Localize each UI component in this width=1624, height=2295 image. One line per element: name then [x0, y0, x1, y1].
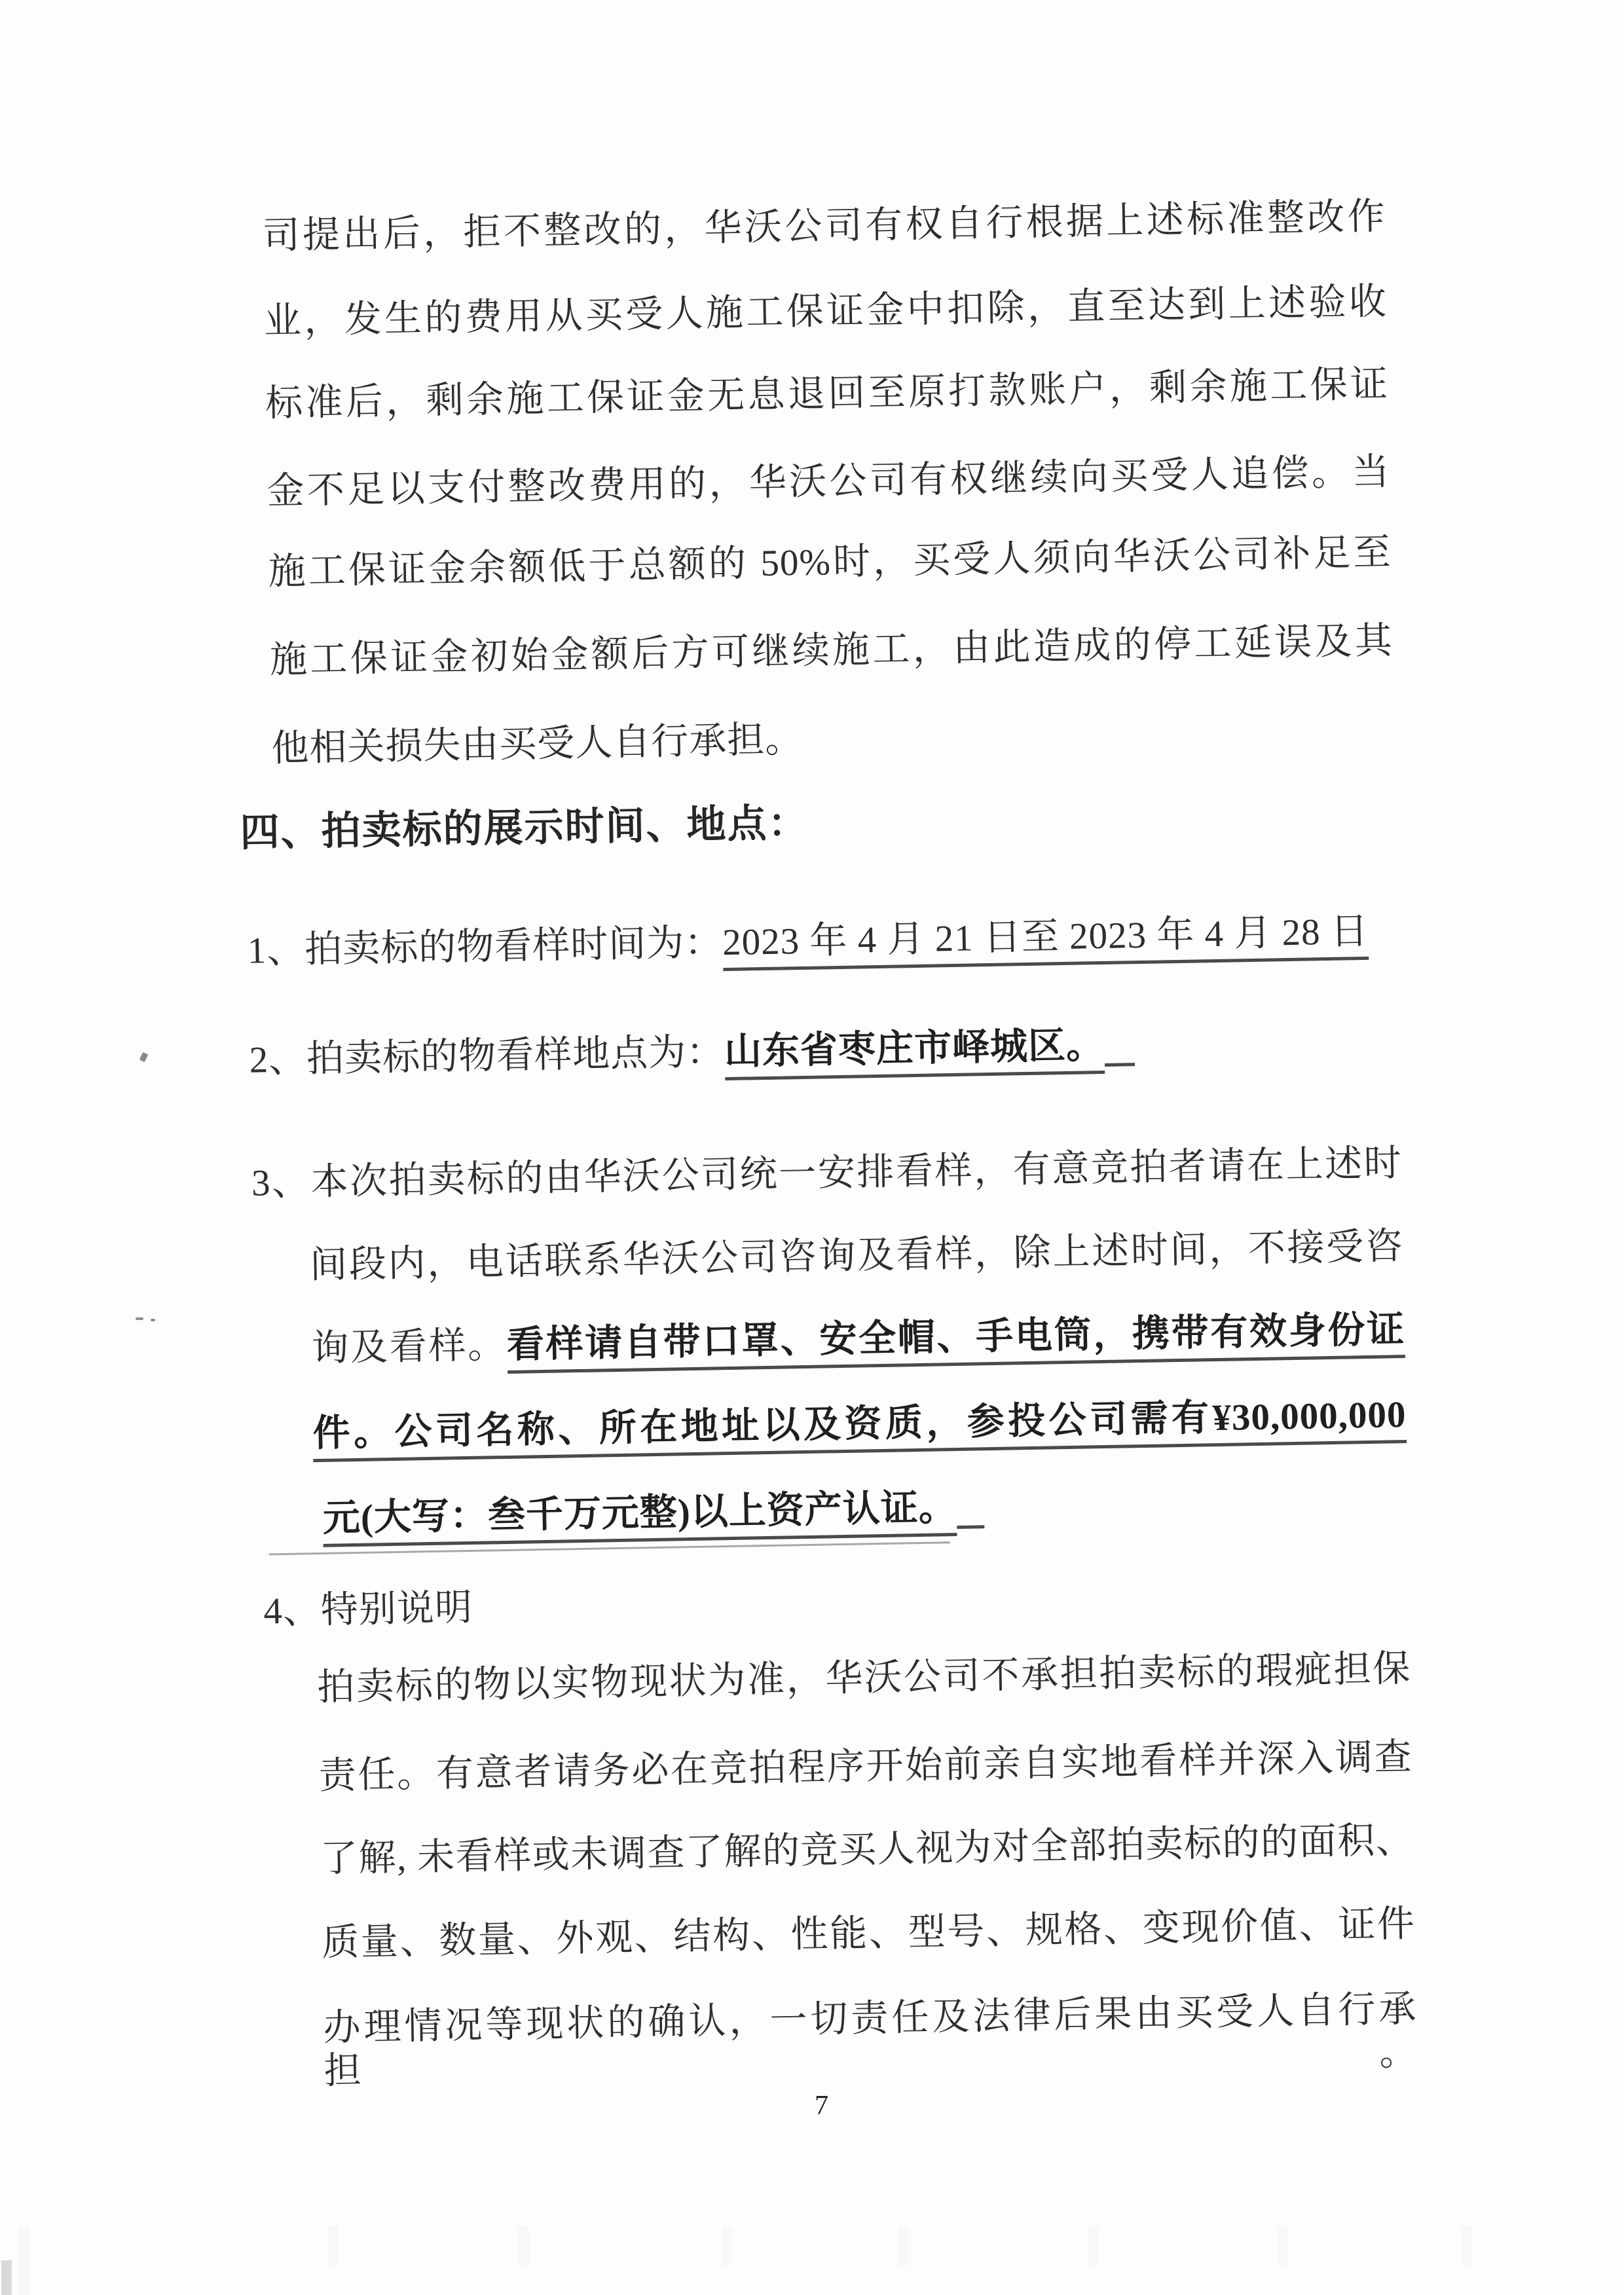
list-item-4-label: 4、特别说明: [263, 1587, 473, 1632]
underline-extension: [957, 1525, 984, 1529]
scan-streak: [18, 2226, 30, 2295]
section-heading: 四、拍卖标的展示时间、地点：: [240, 801, 809, 854]
scan-streak: [898, 2226, 909, 2266]
list-item-3-line: 3、本次拍卖标的由华沃公司统一安排看样，有意竞拍者请在上述时: [251, 1143, 1403, 1204]
list-item-4-line: 质量、数量、外观、结构、性能、型号、规格、变现价值、证件: [321, 1903, 1416, 1964]
scan-streak: [1462, 2226, 1472, 2266]
item-3-normal-text: 询及看样。: [310, 1324, 507, 1370]
scan-speck: [151, 1319, 155, 1321]
list-item-4-line: 拍卖标的物以实物现状为准，华沃公司不承担拍卖标的瑕疵担保: [316, 1647, 1411, 1709]
list-item-3-line: [322, 1486, 984, 1541]
scan-speck: [136, 1317, 143, 1320]
scan-streak: [722, 2226, 732, 2266]
paragraph-line: 业，发生的费用从买受人施工保证金中扣除，直至达到上述验收: [263, 281, 1388, 342]
item-3-bold-underline: 元(大写：叁千万元整)以上资产认证。: [322, 1487, 957, 1547]
list-item-3-line: 间段内，电话联系华沃公司咨询及看样，除上述时间，不接受咨: [309, 1226, 1404, 1287]
scan-streak: [1277, 2226, 1287, 2266]
underline-extension: [1104, 1063, 1134, 1067]
item-2-label: 2、拍卖标的物看样地点为：: [249, 1031, 725, 1081]
paragraph-line: 施工保证金余额低于总额的 50%时，买受人须向华沃公司补足至: [268, 532, 1392, 593]
viewing-place-value: 山东省枣庄市峄城区。: [724, 1025, 1105, 1080]
list-item-3-line: [311, 1308, 1405, 1370]
list-item-2: [249, 1023, 1134, 1082]
list-item-4-line: 责任。有意者请务必在竞拍程序开始前亲自实地看样并深入调查: [318, 1736, 1413, 1797]
scan-streak: [1088, 2226, 1099, 2266]
list-item-1: [247, 910, 1369, 973]
scan-streak: [519, 2226, 529, 2266]
scan-streak: [327, 2226, 338, 2266]
paragraph-line: 司提出后，拒不整改的，华沃公司有权自行根据上述标准整改作: [262, 196, 1386, 257]
item-3-bold-underline: 看样请自带口罩、安全帽、手电筒，携带有效身份证: [506, 1309, 1405, 1374]
item-3-bold-underline: 件。公司名称、所在地址以及资质，参投公司需有¥30,000,000: [312, 1394, 1407, 1462]
viewing-time-value: 2023 年 4 月 21 日至 2023 年 4 月 28 日: [722, 911, 1369, 971]
paragraph-line: 他相关损失由买受人自行承担。: [270, 718, 803, 770]
page-number: 7: [815, 2091, 828, 2121]
paragraph-line: 金不足以支付整改费用的，华沃公司有权继续向买受人追偿。当: [267, 451, 1390, 513]
list-item-3-line: [312, 1393, 1407, 1456]
paragraph-line: 施工保证金初始金额后方可继续施工，由此造成的停工延误及其: [269, 620, 1393, 682]
item-1-label: 1、拍卖标的物看样时间为：: [247, 922, 723, 972]
paragraph-line: 标准后，剩余施工保证金无息退回至原打款账户，剩余施工保证: [265, 363, 1389, 425]
list-item-4-line: 了解, 未看样或未调查了解的竞买人视为对全部拍卖标的的面积、: [320, 1819, 1414, 1881]
scan-smudge: [1, 2260, 12, 2295]
list-item-4-line: 办理情况等现状的确认，一切责任及法律后果由买受人自行承担。: [322, 1988, 1418, 2092]
